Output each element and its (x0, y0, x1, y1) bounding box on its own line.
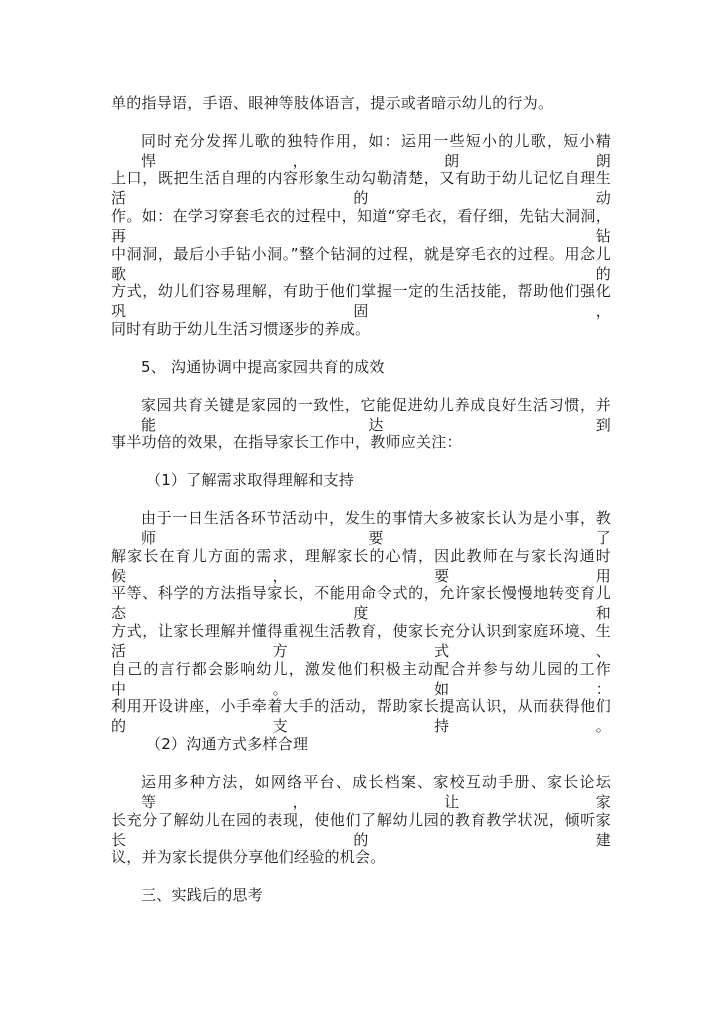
paragraph-line: 自己的言行都会影响幼儿，激发他们积极主动配合并参与幼儿园的工作中。如： (111, 660, 611, 698)
paragraph-line: 利用开设讲座，小手牵着大手的活动，帮助家长提高认识，从而获得他们的支持。 (111, 697, 611, 735)
paragraph-line: 作。如：在学习穿套毛衣的过程中，知道“穿毛衣，看仔细，先钻大洞洞，再钻 (111, 207, 611, 245)
paragraph-line: 运用多种方法，如网络平台、成长档案、家校互动手册、家长论坛等，让家 (141, 773, 611, 811)
paragraph-line: 方式，让家长理解并懂得重视生活教育，使家长充分认识到家庭环境、生活方式、 (111, 622, 611, 660)
section-heading: 5、 沟通协调中提高家园共育的成效 (141, 358, 385, 376)
paragraph-line: 上口，既把生活自理的内容形象生动勾勒清楚，又有助于幼儿记忆自理生活的动 (111, 169, 611, 207)
paragraph-line: 同时有助于幼儿生活习惯逐步的养成。 (111, 320, 371, 338)
paragraph-line: 方式，幼儿们容易理解，有助于他们掌握一定的生活技能，帮助他们强化巩固， (111, 282, 611, 320)
paragraph-line: 由于一日生活各环节活动中，发生的事情大多被家长认为是小事，教师要了 (141, 509, 611, 547)
section-heading: 三、实践后的思考 (141, 886, 264, 904)
paragraph-line: 同时充分发挥儿歌的独特作用，如：运用一些短小的儿歌，短小精悍，朗朗 (141, 132, 611, 170)
paragraph-line: 事半功倍的效果，在指导家长工作中，教师应关注： (111, 433, 462, 451)
paragraph-line: 中洞洞，最后小手钻小洞。”整个钻洞的过程，就是穿毛衣的过程。用念儿歌的 (111, 245, 611, 283)
paragraph-line: 单的指导语，手语、眼神等肢体语言，提示或者暗示幼儿的行为。 (111, 94, 554, 112)
paragraph-line: 解家长在育儿方面的需求，理解家长的心情，因此教师在与家长沟通时候，要用 (111, 547, 611, 585)
paragraph-line: 家园共育关键是家园的一致性，它能促进幼儿养成良好生活习惯，并能达到 (141, 396, 611, 434)
subsection-heading: （2）沟通方式多样合理 (146, 735, 309, 753)
paragraph-line: 平等、科学的方法指导家长，不能用命令式的，允许家长慢慢地转变育儿态度和 (111, 584, 611, 622)
paragraph-line: 议，并为家长提供分享他们经验的机会。 (111, 848, 386, 866)
paragraph-line: 长充分了解幼儿在园的表现，使他们了解幼儿园的教育教学状况，倾听家长的建 (111, 811, 611, 849)
subsection-heading: （1）了解需求取得理解和支持 (146, 471, 355, 489)
